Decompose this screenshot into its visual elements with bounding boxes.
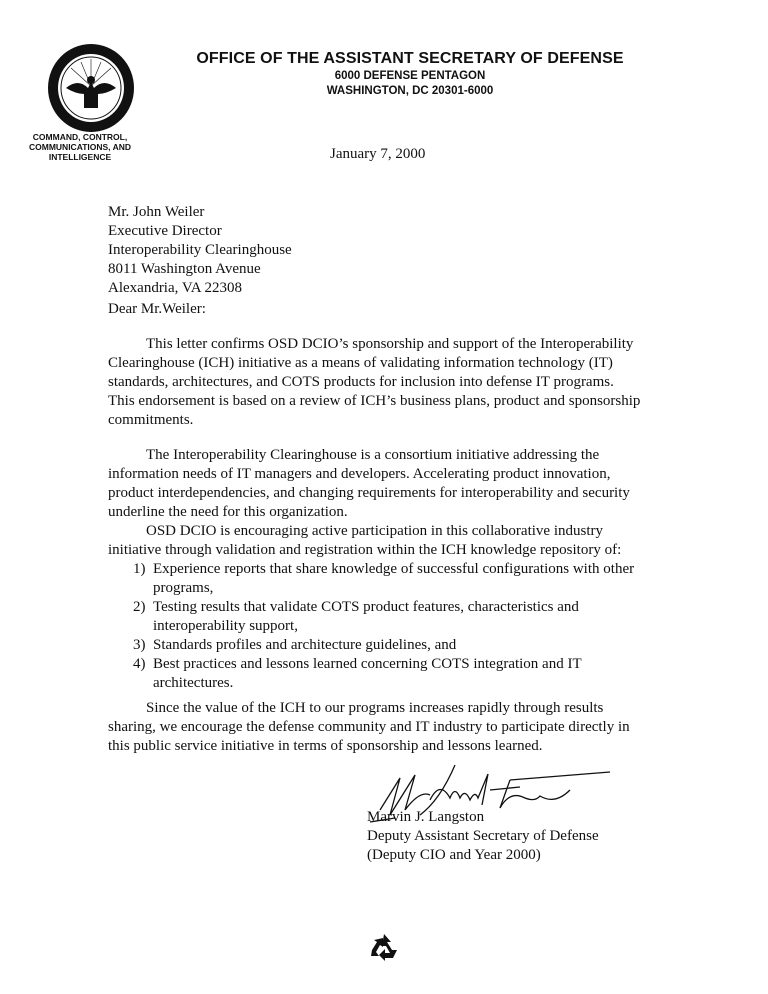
address-line: Interoperability Clearinghouse [108, 242, 292, 258]
list-number: 1) [133, 561, 146, 577]
paragraph-4 [108, 699, 630, 756]
list-number: 3) [133, 637, 146, 653]
text-line: architectures. [153, 675, 234, 691]
letterhead-address-line2: WASHINGTON, DC 20301-6000 [326, 85, 494, 97]
letter-date: January 7, 2000 [330, 146, 426, 162]
letterhead-address-line1: 6000 DEFENSE PENTAGON [334, 70, 486, 82]
text-line: this public service initiative in terms of sponsorship and lessons learned. [108, 738, 543, 754]
paragraph-1 [108, 335, 640, 430]
list-number: 2) [133, 599, 146, 615]
text-line: underline the need for this organization. [108, 504, 348, 520]
paragraph-3 [108, 522, 634, 693]
text-line: The Interoperability Clearinghouse is a consortium initiative addressing the [146, 447, 600, 463]
text-line: standards, architectures, and COTS products for inclusion into defense IT programs. [108, 374, 614, 390]
text-line: commitments. [108, 412, 194, 428]
text-line: initiative through validation and registration within the ICH knowledge repository of: [108, 542, 622, 558]
department-line: COMMUNICATIONS, AND [29, 142, 131, 152]
text-line: programs, [153, 580, 214, 596]
text-line: This endorsement is based on a review of ICH’s business plans, product and sponsorship [108, 393, 641, 409]
department-name [20, 132, 140, 162]
list-number: 4) [133, 656, 146, 672]
address-line: 8011 Washington Avenue [108, 261, 261, 277]
text-line: product interdependencies, and changing requirements for interoperability and security [108, 485, 630, 501]
letterhead-title: OFFICE OF THE ASSISTANT SECRETARY OF DEFENSE [196, 50, 624, 67]
text-line: Experience reports that share knowledge of successful configurations with other [153, 561, 635, 577]
text-line: Since the value of the ICH to our programs increases rapidly through results [146, 700, 604, 716]
text-line: Testing results that validate COTS product features, characteristics and [153, 599, 579, 615]
signer-title: (Deputy CIO and Year 2000) [367, 847, 541, 863]
text-line: OSD DCIO is encouraging active participation in this collaborative industry [146, 523, 603, 539]
list-item [108, 560, 634, 598]
signer-name: Marvin J. Langston [367, 809, 485, 825]
list-item [108, 636, 634, 655]
text-line: This letter confirms OSD DCIO’s sponsorship and support of the Interoperability [146, 336, 634, 352]
address-line: Alexandria, VA 22308 [108, 280, 243, 296]
text-line: information needs of IT managers and developers. Accelerating product innovation, [108, 466, 611, 482]
address-line: Mr. John Weiler [108, 204, 205, 220]
text-line: Clearinghouse (ICH) initiative as a means of validating information technology (IT) [108, 355, 613, 371]
department-line: COMMAND, CONTROL, [32, 132, 128, 142]
text-line: Best practices and lessons learned concerning COTS integration and IT [153, 656, 582, 672]
text-line: Standards profiles and architecture guidelines, and [153, 637, 457, 653]
address-line: Executive Director [108, 223, 222, 239]
recipient-address [108, 203, 292, 298]
list-item [108, 598, 634, 636]
signer-title: Deputy Assistant Secretary of Defense [367, 828, 599, 844]
department-line: INTELLIGENCE [48, 152, 112, 162]
dod-seal-logo [46, 42, 136, 134]
paragraph-2 [108, 446, 630, 522]
recycle-icon [369, 932, 399, 962]
salutation: Dear Mr.Weiler: [108, 301, 206, 317]
text-line: sharing, we encourage the defense community and IT industry to participate directly in [108, 719, 630, 735]
text-line: interoperability support, [153, 618, 298, 634]
signature-block [367, 808, 599, 865]
list-item [108, 655, 634, 693]
